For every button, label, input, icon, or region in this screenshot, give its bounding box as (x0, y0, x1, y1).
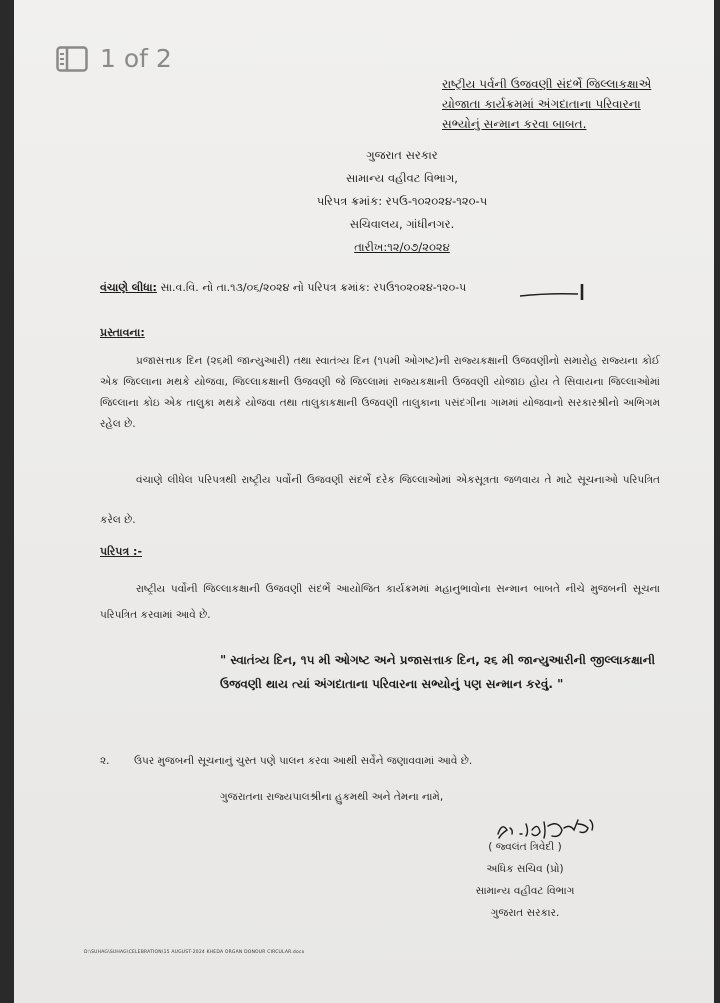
preamble-paragraph-2 (100, 460, 660, 540)
signatory-designation: અધિક સચિવ (પ્રો) (486, 863, 564, 875)
reference-label: વંચાણે લીધા: (100, 281, 157, 294)
subject-line: રાષ્ટ્રીય પર્વની ઉજવણી સંદર્ભે જિલ્લાકક્ષાએ (442, 77, 652, 91)
page-indicator-text: 1 of 2 (100, 44, 172, 73)
issuer-date: તારીખ:૧૨/૦૭/૨૦૨૪ (354, 240, 450, 254)
directive-quote: " સ્વાતંત્ર્ય દિન, ૧૫ મી ઓગષ્ટ અને પ્રજાસત્તાક દિન, ૨૬ મી જાન્યુઆરીની જીલ્લાકક્ષાની ઉજવણી થાય ત્યાં અંગદાતાના પરિવારના સભ્યોનું પણ સન્માન કરવું. " (220, 653, 656, 691)
file-path-footer: D:\SUHAG\SUHAG\CELEBRATION\15 AUGUST-2024 KHEDA ORGAN DONOUR CIRCULAR.docx (84, 950, 305, 955)
circular-text: રાષ્ટ્રીય પર્વોની જિલ્લાકક્ષાની ઉજવણી સંદર્ભે આયોજિત કાર્યક્રમમાં મહાનુભાવોના સન્માન બાબતે નીચે મુજબની સૂચના પરિપત્રિત કરવામાં આવે છે. (100, 583, 660, 621)
preamble-paragraph-1 (100, 351, 660, 435)
preamble-heading: પ્રસ્તાવના: (100, 326, 145, 339)
issuer-line: સચિવાલય, ગાંધીનગર. (349, 217, 455, 231)
issuer-line: પરિપત્ર ક્રમાંક: રપઉ-૧૦૨૦૨૪-૧૨૦-પ (316, 194, 488, 208)
signatory-department: સામાન્ય વહીવટ વિભાગ (475, 885, 575, 897)
preamble-text-2: વંચાણે લીધેલ પરિપત્રથી રાષ્ટ્રીય પર્વોની ઉજવણી સંદર્ભે દરેક જિલ્લાઓમાં એકસૂત્રતા જળવાય તે માટે સૂચનાઓ પરિપત્રિત કરેલ છે. (100, 474, 660, 526)
subject-line: સભ્યોનું સન્માન કરવા બાબત. (442, 117, 587, 131)
issuer-line: ગુજરાત સરકાર (366, 148, 438, 162)
signature-block (450, 836, 600, 924)
point-2 (100, 752, 660, 770)
reference-text: સા.વ.વિ. નો તા.૧૩/૦૬/૨૦૨૪ નો પરિપત્ર ક્રમાંક: રપઉ૧૦૨૦૨૪-૧૨૦-પ (160, 281, 467, 294)
document-page (14, 0, 714, 1003)
page-list-icon (56, 46, 88, 72)
page-indicator (56, 44, 172, 73)
signatory-name: ( જ્વલંત ત્રિવેદી ) (488, 841, 562, 853)
signatory-government: ગુજરાત સરકાર. (490, 907, 560, 919)
circular-paragraph (100, 576, 660, 628)
circular-heading: પરિપત્ર :- (100, 545, 143, 558)
subject-line: યોજાતા કાર્યક્રમમાં અંગદાતાના પરિવારના (442, 97, 641, 111)
reference-line (100, 281, 466, 295)
issuer-line: સામાન્ય વહીવટ વિભાગ, (346, 171, 458, 185)
subject-block (442, 74, 692, 134)
closing-line: ગુજરાતના રાજ્યપાલશ્રીના હુકમથી અને તેમના નામે, (220, 791, 444, 803)
issuer-block (272, 144, 532, 259)
point-2-number: ૨. (100, 755, 110, 767)
point-2-text: ઉપર મુજબની સૂચનાનું ચુસ્ત પણે પાલન કરવા આથી સર્વેને જણાવવામાં આવે છે. (134, 755, 473, 767)
pen-mark (518, 282, 590, 304)
preamble-text-1: પ્રજાસત્તાક દિન (૨૬મી જાન્યુઆરી) તથા સ્વાતંત્ર્ય દિન (૧૫મી ઓગષ્ટ)ની રાજ્યકક્ષાની ઉજવણીનો સમારોહ રાજ્યના કોઈ એક જિલ્લાના મથકે યોજવા, જિલ્લાકક્ષાની ઉજવણી જે જિલ્લામાં રાજ્યકક્ષાની ઉજવણી યોજાઇ હોય તે સિવાયના જિલ્લાઓમાં જિલ્લાના કોઇ એક તાલુકા મથકે યોજવા તથા તાલુકાકક્ષાની ઉજવણી તાલુકાના પસંદગીના ગામમાં યોજવાનો સરકારશ્રીનો અભિગમ રહેલ છે. (100, 355, 660, 430)
